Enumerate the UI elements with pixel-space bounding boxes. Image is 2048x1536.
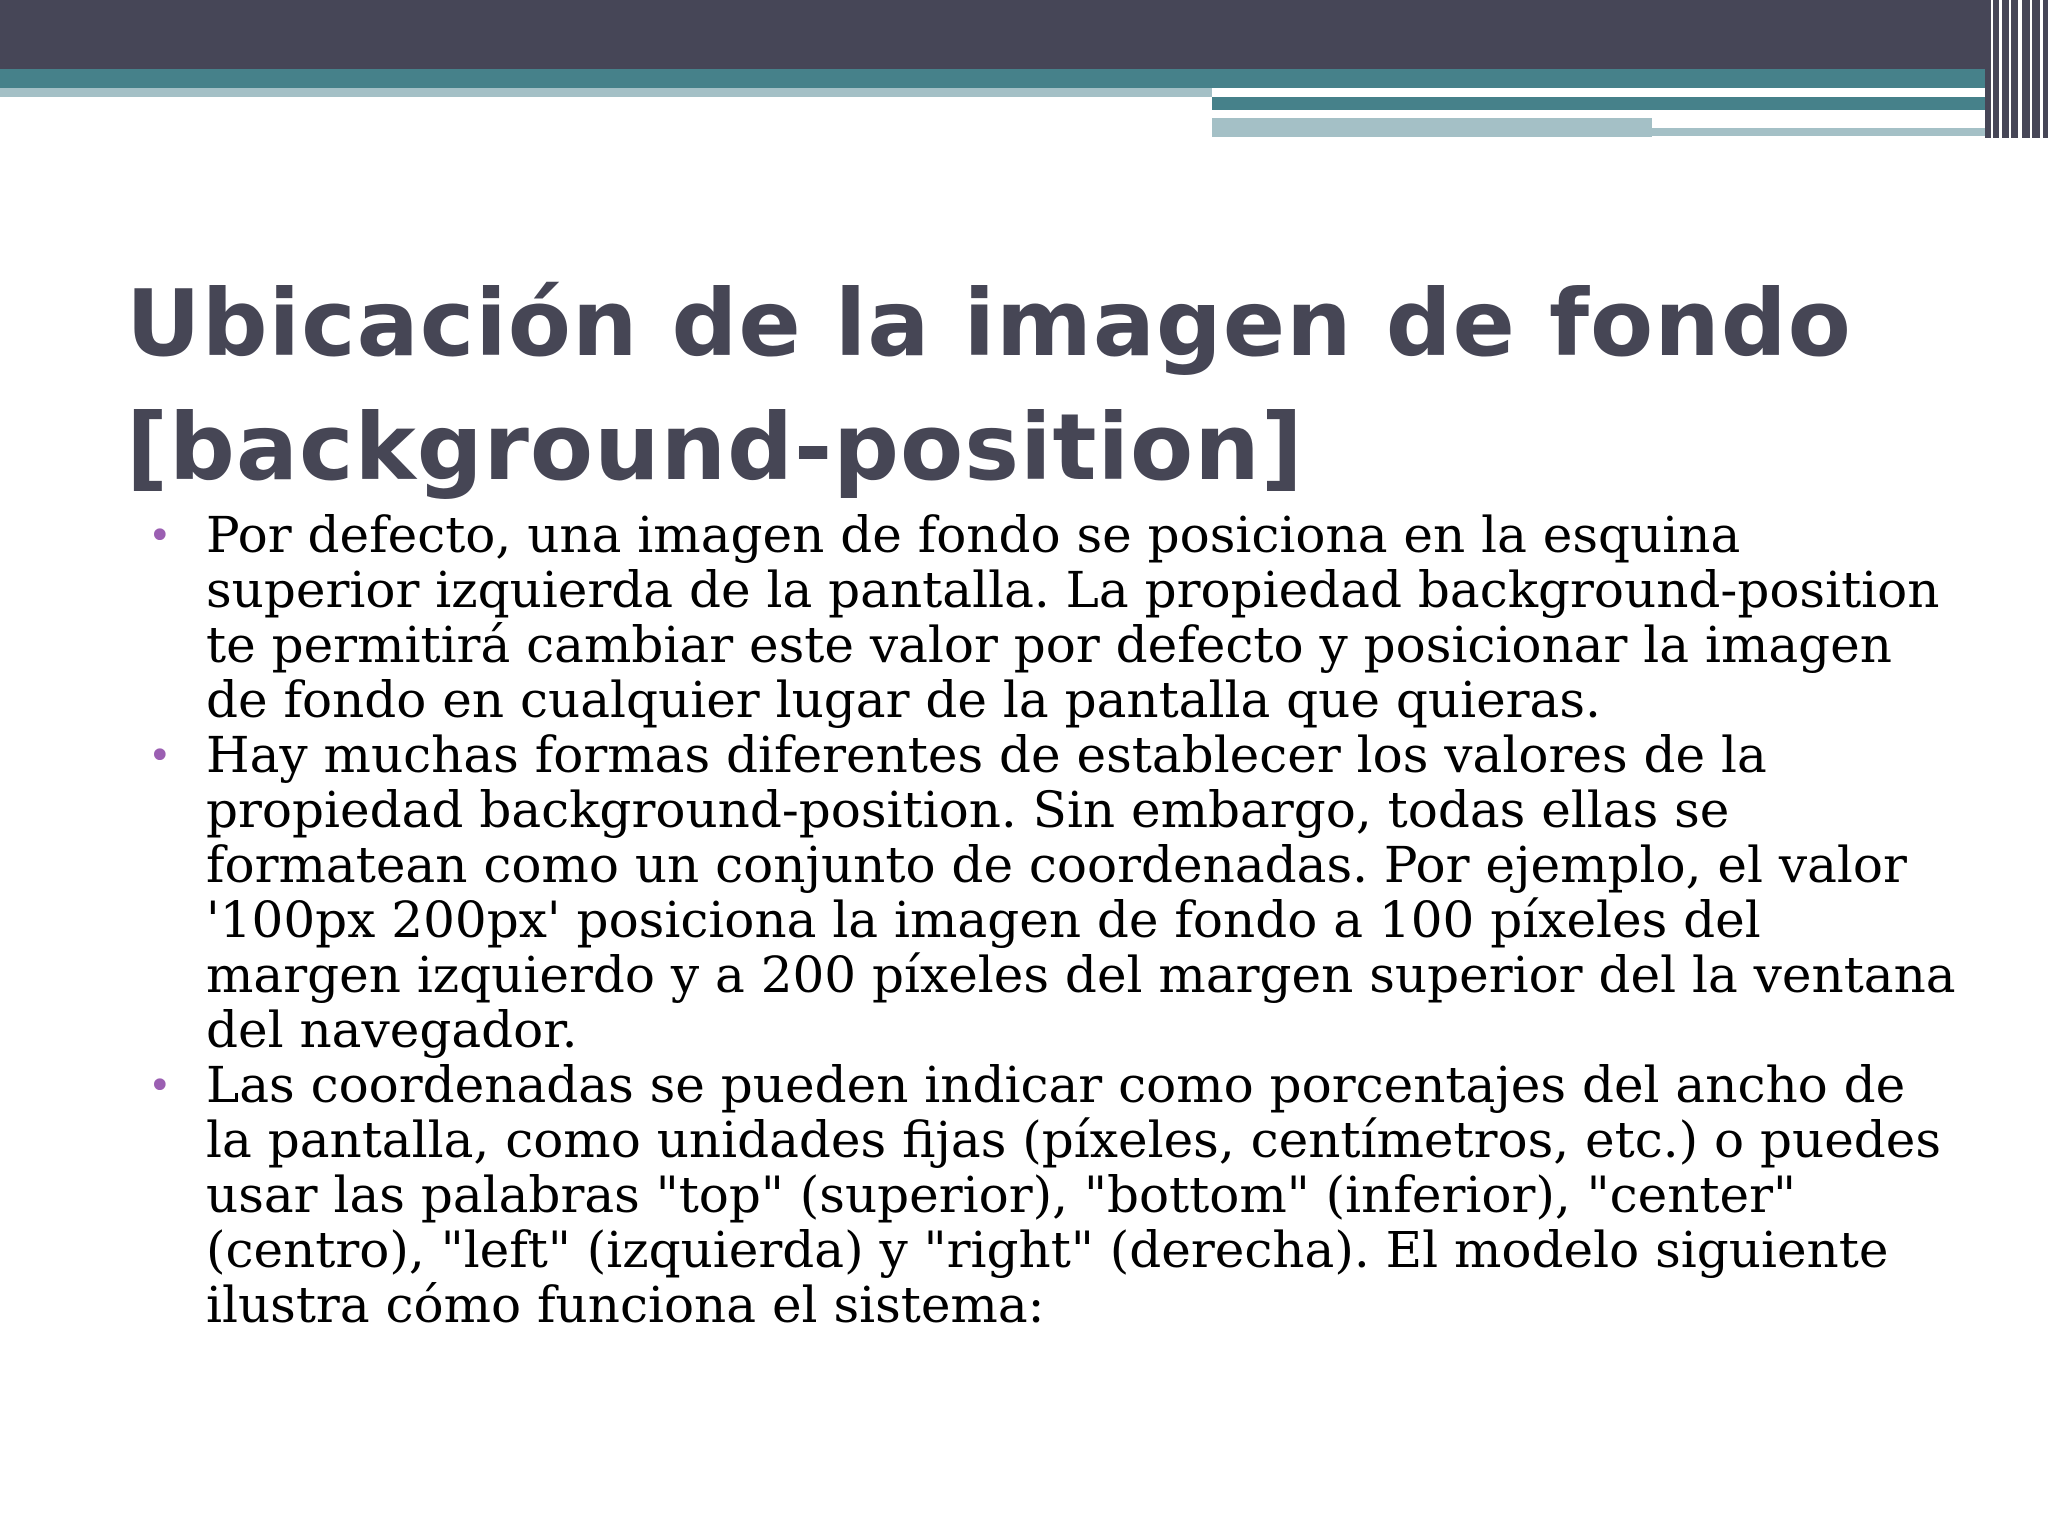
bullet-text-line: superior izquierda de la pantalla. La propiedad background-position: [206, 561, 1940, 619]
bullet-text-line: Por defecto, una imagen de fondo se posiciona en la esquina: [206, 506, 1741, 564]
bullet-text-line: Hay muchas formas diferentes de establecer los valores de la: [206, 726, 1767, 784]
bullet-text-line: propiedad background-position. Sin embargo, todas ellas se: [206, 781, 1730, 839]
right-light-band-end: [1652, 128, 2012, 136]
white-accent-line: [1212, 111, 1897, 116]
bullet-text-line: la pantalla, como unidades fijas (píxeles, centímetros, etc.) o puedes: [206, 1111, 1942, 1169]
bullet-item: [144, 1058, 1944, 1333]
top-light-bar: [0, 88, 1212, 97]
bullet-text-line: (centro), "left" (izquierda) y "right" (derecha). El modelo siguiente: [206, 1221, 1889, 1279]
bullet-dot-icon: •: [148, 513, 172, 559]
right-teal-band: [1212, 97, 2012, 110]
bullet-text-line: de fondo en cualquier lugar de la pantalla que quieras.: [206, 671, 1601, 729]
bullet-text-line: Las coordenadas se pueden indicar como porcentajes del ancho de: [206, 1056, 1906, 1114]
right-light-band: [1212, 118, 1652, 137]
title-line: Ubicación de la imagen de fondo: [126, 270, 1852, 377]
top-dark-bar: [0, 0, 2048, 69]
bullet-text-line: formatean como un conjunto de coordenadas. Por ejemplo, el valor: [206, 836, 1907, 894]
bullet-text-line: margen izquierdo y a 200 píxeles del margen superior del la ventana: [206, 946, 1956, 1004]
bullet-text-line: ilustra cómo funciona el sistema:: [206, 1276, 1045, 1334]
bullet-text-line: te permitirá cambiar este valor por defecto y posicionar la imagen: [206, 616, 1892, 674]
bullet-item: [144, 726, 1956, 1059]
vertical-stripes-decoration: [1985, 0, 2048, 138]
slide-title: [126, 262, 1926, 510]
bullet-dot-icon: •: [148, 1063, 172, 1109]
bullet-text-line: '100px 200px' posiciona la imagen de fondo a 100 píxeles del: [206, 891, 1761, 949]
bullet-text-line: del navegador.: [206, 1001, 578, 1059]
top-teal-bar: [0, 69, 2048, 88]
title-line: [background-position]: [126, 394, 1304, 501]
bullet-dot-icon: •: [148, 733, 172, 779]
bullet-list: [144, 506, 1956, 1334]
bullet-item: [144, 508, 1944, 728]
bullet-text-line: usar las palabras "top" (superior), "bottom" (inferior), "center": [206, 1166, 1797, 1224]
